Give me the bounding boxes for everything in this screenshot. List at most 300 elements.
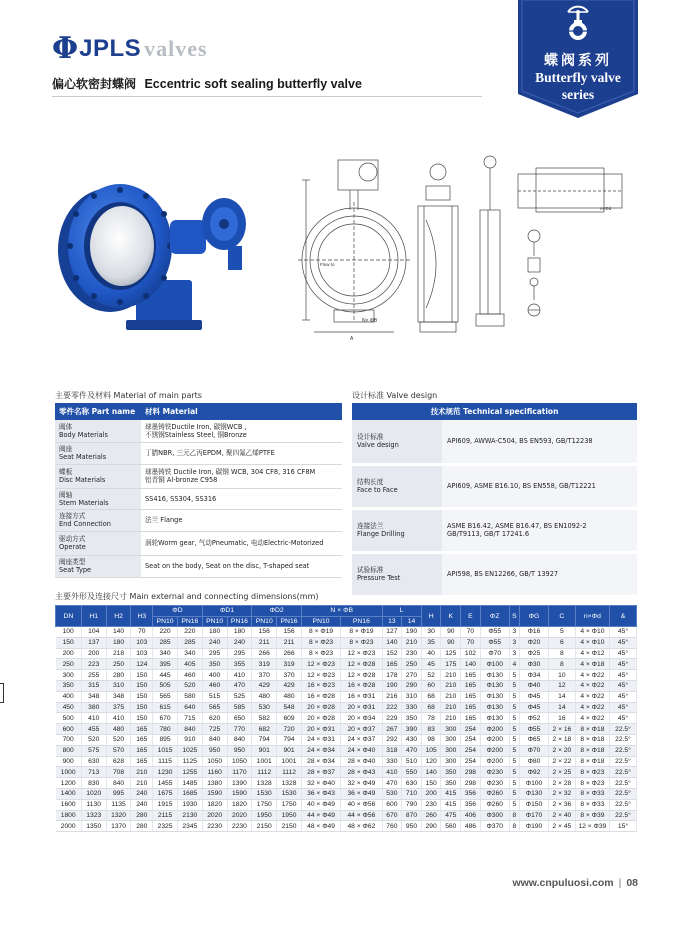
dims-cell: 240	[131, 799, 153, 810]
dims-cell: 370	[277, 670, 302, 681]
badge-title-en-2: series	[561, 87, 595, 102]
brand-logo	[52, 31, 208, 66]
dims-cell: 8 × Φ23	[575, 778, 609, 789]
dims-cell: 1820	[227, 799, 252, 810]
design-value-cell	[442, 508, 637, 552]
dims-cell: 1125	[177, 756, 202, 767]
design-key-zh: 结构长度	[357, 477, 384, 486]
dims-cell: 713	[81, 767, 106, 778]
dims-subheader-8: 13	[382, 616, 402, 627]
dims-cell: 2 × 32	[548, 788, 575, 799]
dims-cell: Φ190	[520, 821, 549, 832]
dims-cell: 1050	[202, 756, 227, 767]
dims-cell: Φ130	[480, 713, 509, 724]
dims-cell: 356	[461, 799, 481, 810]
dims-cell: 520	[177, 680, 202, 691]
dims-cell: 12 × Φ23	[301, 659, 340, 670]
dims-cell: Φ55	[480, 637, 509, 648]
dims-cell: 165	[131, 734, 153, 745]
dims-cell: 2 × 40	[548, 810, 575, 821]
dims-cell: 150	[131, 680, 153, 691]
dims-cell: 24 × Φ34	[301, 745, 340, 756]
dims-cell: 290	[421, 821, 441, 832]
material-row	[55, 509, 342, 531]
dims-cell: 211	[252, 637, 277, 648]
dims-cell: 150	[131, 691, 153, 702]
dims-row	[56, 745, 637, 756]
dims-cell: 318	[382, 745, 402, 756]
dims-cell: 210	[402, 637, 422, 648]
dims-cell: 45°	[609, 648, 636, 659]
dims-cell: 480	[106, 724, 131, 735]
dims-cell: 580	[177, 691, 202, 702]
dims-cell: 1530	[277, 788, 302, 799]
dims-cell: 560	[441, 821, 461, 832]
dims-heading: 主要外形及连接尺寸 Main external and connecting dimensions(mm)	[55, 592, 319, 601]
dims-cell: 2115	[153, 810, 178, 821]
dims-cell: 140	[461, 659, 481, 670]
dims-header-13: S	[509, 606, 519, 627]
dims-cell: 565	[153, 691, 178, 702]
dims-row	[56, 637, 637, 648]
material-value-cell	[141, 509, 342, 531]
dims-cell: 103	[131, 637, 153, 648]
dims-cell: 240	[202, 637, 227, 648]
dims-cell: 210	[131, 778, 153, 789]
dims-cell: 780	[153, 724, 178, 735]
dims-cell: 319	[252, 659, 277, 670]
dims-cell: 230	[421, 799, 441, 810]
dims-cell: 165	[131, 745, 153, 756]
dims-cell: 445	[153, 670, 178, 681]
dims-row	[56, 778, 637, 789]
dims-cell: 295	[227, 648, 252, 659]
design-value-1: API609, AWWA-C504, BS EN593, GB/T12238	[447, 437, 593, 446]
dims-cell: 2020	[227, 810, 252, 821]
part-name-en: Disc Materials	[59, 476, 106, 484]
dims-cell: 310	[106, 680, 131, 691]
dims-cell: 2 × 22	[548, 756, 575, 767]
dims-cell: 620	[202, 713, 227, 724]
material-part-cell	[55, 420, 141, 442]
design-table	[352, 403, 637, 598]
dims-cell: 68	[421, 702, 441, 713]
dims-cell: 1350	[81, 821, 106, 832]
dims-cell: 1820	[202, 799, 227, 810]
dims-header-11: E	[461, 606, 481, 627]
page-edge-mark	[0, 683, 4, 703]
design-row	[352, 464, 637, 508]
dims-cell: 1590	[227, 788, 252, 799]
dims-header-10: K	[441, 606, 461, 627]
dims-cell: 78	[421, 713, 441, 724]
material-line-2: 不锈钢Stainless Steel, 铜Bronze	[145, 430, 247, 439]
dims-cell: 150	[56, 637, 82, 648]
material-row	[55, 488, 342, 509]
dims-cell: Φ130	[480, 691, 509, 702]
dims-cell: 4 × Φ22	[575, 670, 609, 681]
dims-cell: 210	[441, 691, 461, 702]
material-part-cell	[55, 442, 141, 464]
design-value-1: API598, BS EN12266, GB/T 13927	[447, 569, 559, 578]
material-value-cell	[141, 531, 342, 555]
material-value-cell	[141, 464, 342, 488]
dims-cell: 6	[548, 637, 575, 648]
dims-cell: 156	[277, 627, 302, 638]
dims-cell: 1915	[153, 799, 178, 810]
dims-cell: 14	[548, 691, 575, 702]
dims-cell: Φ100	[520, 778, 549, 789]
dims-cell: 1750	[277, 799, 302, 810]
dims-cell: Φ200	[480, 734, 509, 745]
dims-cell: 901	[277, 745, 302, 756]
page-footer	[512, 877, 638, 889]
dims-cell: 515	[202, 691, 227, 702]
dims-row	[56, 627, 637, 638]
dims-cell: 10	[548, 670, 575, 681]
dims-cell: 525	[227, 691, 252, 702]
dims-cell: 2230	[227, 821, 252, 832]
col-part-name: 零件名称 Part name	[55, 403, 141, 420]
design-value-1: ASME B16.42, ASME B16.47, BS EN1092-2	[447, 521, 587, 530]
dims-cell: 1135	[106, 799, 131, 810]
dims-cell: 350	[402, 713, 422, 724]
dims-cell: 103	[131, 648, 153, 659]
dims-cell: 1323	[81, 810, 106, 821]
dims-cell: 840	[177, 724, 202, 735]
dims-cell: 2 × 20	[548, 745, 575, 756]
dims-cell: 1130	[81, 799, 106, 810]
dims-cell: 12 × Φ23	[341, 648, 382, 659]
dims-cell: 24 × Φ31	[301, 734, 340, 745]
design-value-1: API609, ASME B16.10, BS EN558, GB/T12221	[447, 481, 596, 490]
dims-cell: 1400	[56, 788, 82, 799]
dims-cell: 4 × Φ22	[575, 713, 609, 724]
design-key-zh: 设计标准	[357, 433, 384, 442]
dims-cell: 1015	[153, 745, 178, 756]
dims-cell: 429	[277, 680, 302, 691]
dims-cell: 8 × Φ23	[301, 648, 340, 659]
design-key-cell	[352, 464, 442, 508]
dims-cell: 4 × Φ10	[575, 637, 609, 648]
material-part-cell	[55, 531, 141, 555]
dims-cell: 725	[202, 724, 227, 735]
dims-cell: 4 × Φ18	[575, 659, 609, 670]
dims-cell: 45°	[609, 702, 636, 713]
dims-cell: 45°	[609, 670, 636, 681]
dims-cell: 22.5°	[609, 767, 636, 778]
dims-cell: 16 × Φ28	[301, 691, 340, 702]
dims-cell: 165	[461, 691, 481, 702]
dims-cell: 22.5°	[609, 734, 636, 745]
design-key-en: Valve design	[357, 441, 399, 450]
dims-cell: 200	[421, 788, 441, 799]
material-part-cell	[55, 509, 141, 531]
dims-header-3: H3	[131, 606, 153, 627]
dims-cell: 5	[548, 627, 575, 638]
dims-cell: 5	[509, 713, 519, 724]
dims-cell: 156	[252, 627, 277, 638]
dims-cell: 12 × Φ23	[301, 670, 340, 681]
title-en: Eccentric soft sealing butterfly valve	[144, 77, 362, 91]
dims-row	[56, 659, 637, 670]
dims-cell: 910	[177, 734, 202, 745]
design-key-cell	[352, 552, 442, 596]
dims-cell: 1230	[153, 767, 178, 778]
dims-cell: Φ150	[520, 799, 549, 810]
dims-cell: Φ25	[520, 648, 549, 659]
logo-suffix: valves	[144, 36, 208, 61]
dims-cell: 400	[202, 670, 227, 681]
dims-cell: 1950	[277, 810, 302, 821]
dims-cell: 1380	[202, 778, 227, 789]
design-heading: 设计标准 Valve design	[352, 391, 438, 400]
dims-cell: 104	[81, 627, 106, 638]
part-name-en: Seat Type	[59, 566, 92, 575]
material-line-1: 涡轮Worm gear, 气动Pneumatic, 电动Electric-Motorized	[145, 539, 324, 548]
material-line-1: 球墨铸铁 Ductile Iron, 碳钢 WCB, 304 CF8, 316 CF8M	[145, 467, 316, 476]
dims-cell: 267	[382, 724, 402, 735]
dims-cell: 12	[548, 680, 575, 691]
design-key-cell	[352, 508, 442, 552]
dims-cell: 300	[441, 745, 461, 756]
dims-cell: 609	[277, 713, 302, 724]
dims-cell: 285	[177, 637, 202, 648]
footer-separator: |	[618, 877, 622, 889]
dims-cell: 190	[382, 680, 402, 691]
dims-cell: 220	[153, 627, 178, 638]
dims-cell: 600	[56, 724, 82, 735]
dims-cell: 200	[56, 648, 82, 659]
part-name-zh: 阀座类型	[59, 558, 86, 567]
dims-cell: 670	[153, 713, 178, 724]
dims-row	[56, 799, 637, 810]
dims-cell: 355	[227, 659, 252, 670]
dims-cell: 60	[421, 680, 441, 691]
dims-cell: 794	[252, 734, 277, 745]
dims-cell: 35	[421, 637, 441, 648]
design-value-cell	[442, 552, 637, 596]
dims-cell: 1800	[56, 810, 82, 821]
dims-cell: 356	[461, 788, 481, 799]
dims-cell: 570	[106, 745, 131, 756]
dims-cell: 250	[56, 659, 82, 670]
design-row	[352, 508, 637, 552]
dims-cell: 3	[509, 627, 519, 638]
dims-cell: 210	[441, 680, 461, 691]
logo-brand: JPLS	[79, 35, 142, 62]
dims-cell: 8 × Φ23	[301, 637, 340, 648]
dims-cell: 24 × Φ37	[341, 734, 382, 745]
dims-cell: 180	[106, 637, 131, 648]
dims-cell: 125	[441, 648, 461, 659]
materials-table	[55, 403, 342, 578]
dims-cell: 400	[56, 691, 82, 702]
dims-cell: 255	[81, 670, 106, 681]
dims-cell: 5	[509, 767, 519, 778]
dims-cell: 682	[252, 724, 277, 735]
dims-cell: 2000	[56, 821, 82, 832]
dims-cell: 266	[277, 648, 302, 659]
dims-cell: Φ80	[520, 756, 549, 767]
dims-cell: 901	[252, 745, 277, 756]
material-line-2: 铝青铜 Al-bronze C958	[145, 476, 218, 484]
dims-cell: 630	[81, 756, 106, 767]
dims-cell: 410	[382, 767, 402, 778]
dims-cell: 150	[131, 670, 153, 681]
dims-cell: 230	[402, 648, 422, 659]
dims-cell: 300	[441, 734, 461, 745]
dims-cell: 250	[402, 659, 422, 670]
dims-cell: 5	[509, 756, 519, 767]
dims-cell: 1320	[106, 810, 131, 821]
dims-cell: 290	[402, 680, 422, 691]
dimensions-table	[55, 605, 637, 832]
dims-row	[56, 788, 637, 799]
dims-cell: Φ130	[480, 670, 509, 681]
dims-cell: 8	[509, 821, 519, 832]
material-line-1: Seat on the body, Seat on the disc, T-shaped seat	[145, 562, 310, 571]
dims-cell: 5	[509, 702, 519, 713]
dims-cell: 266	[252, 648, 277, 659]
dims-cell: 1930	[177, 799, 202, 810]
dims-cell: 582	[252, 713, 277, 724]
dims-cell: 218	[106, 648, 131, 659]
dims-cell: 120	[421, 756, 441, 767]
dims-cell: 32 × Φ49	[341, 778, 382, 789]
part-name-en: Seat Materials	[59, 453, 107, 461]
dims-cell: 486	[461, 821, 481, 832]
dims-header-1: H1	[81, 606, 106, 627]
dims-cell: 270	[402, 670, 422, 681]
part-name-zh: 阀轴	[59, 490, 73, 499]
dims-cell: 22.5°	[609, 745, 636, 756]
dims-cell: 150	[421, 778, 441, 789]
dims-cell: 2150	[277, 821, 302, 832]
product-figures	[48, 150, 648, 350]
dims-cell: Φ52	[520, 713, 549, 724]
material-row	[55, 531, 342, 555]
dims-cell: Φ260	[480, 788, 509, 799]
dims-row	[56, 670, 637, 681]
dims-cell: 127	[382, 627, 402, 638]
dims-cell: 150	[131, 702, 153, 713]
dims-cell: 150	[131, 713, 153, 724]
dims-cell: 430	[402, 734, 422, 745]
dims-header-8: L	[382, 606, 421, 617]
dims-cell: 1001	[252, 756, 277, 767]
dims-cell: 8	[509, 810, 519, 821]
operator-drawing	[476, 156, 504, 326]
dims-cell: 100	[56, 627, 82, 638]
dims-cell: 405	[177, 659, 202, 670]
dims-cell: 640	[177, 702, 202, 713]
dims-header-9: H	[421, 606, 441, 627]
dims-cell: 1390	[227, 778, 252, 789]
dims-cell: 20 × Φ28	[301, 713, 340, 724]
dims-cell: 15°	[609, 821, 636, 832]
dims-cell: 300	[441, 724, 461, 735]
dims-subheader-5: PN16	[277, 616, 302, 627]
dims-cell: 216	[382, 691, 402, 702]
material-value-cell	[141, 442, 342, 464]
dims-cell: 68	[421, 691, 441, 702]
dims-cell: 1675	[153, 788, 178, 799]
dims-row	[56, 821, 637, 832]
material-line-1: 球墨铸铁Ductile Iron, 碳钢WCB ,	[145, 422, 247, 431]
dims-cell: 1200	[56, 778, 82, 789]
part-name-zh: 蝶板	[59, 467, 73, 476]
dims-cell: 28 × Φ37	[301, 767, 340, 778]
dims-cell: 840	[227, 734, 252, 745]
dims-header-15: C	[548, 606, 575, 627]
dims-cell: 210	[441, 713, 461, 724]
dims-cell: 2 × 36	[548, 799, 575, 810]
dims-cell: Φ40	[520, 680, 549, 691]
dims-cell: 254	[461, 734, 481, 745]
col-material: 材料 Material	[141, 403, 342, 420]
dims-cell: 137	[81, 637, 106, 648]
dims-cell: 90	[441, 627, 461, 638]
col-technical-spec: 技术规范 Technical specification	[352, 403, 637, 420]
dims-cell: 470	[227, 680, 252, 691]
part-name-en: Stem Materials	[59, 498, 109, 507]
dims-cell: 350	[441, 767, 461, 778]
dims-cell: 710	[402, 788, 422, 799]
dims-cell: 520	[81, 734, 106, 745]
dims-cell: 5	[509, 670, 519, 681]
dims-cell: Φ300	[480, 810, 509, 821]
material-line-1: SS416, SS304, SS316	[145, 494, 217, 503]
dims-cell: 2 × 18	[548, 734, 575, 745]
dims-cell: 48 × Φ62	[341, 821, 382, 832]
design-key-en: Pressure Test	[357, 574, 401, 582]
dims-cell: 995	[106, 788, 131, 799]
dims-cell: 45°	[609, 627, 636, 638]
dims-cell: 830	[81, 778, 106, 789]
dims-cell: 223	[81, 659, 106, 670]
material-line-1: 丁腈NBR, 三元乙丙EPDM, 聚四氟乙烯PTFE	[145, 448, 275, 457]
dims-cell: 410	[81, 713, 106, 724]
dims-cell: 500	[56, 713, 82, 724]
dims-cell: 2 × 28	[548, 778, 575, 789]
dims-subheader-7: PN16	[341, 616, 382, 627]
dims-cell: 14	[548, 702, 575, 713]
nxd-label: n×Φd	[600, 206, 612, 211]
dims-cell: 165	[131, 724, 153, 735]
dims-cell: 585	[227, 702, 252, 713]
dims-cell: 1530	[252, 788, 277, 799]
dims-subheader-3: PN16	[227, 616, 252, 627]
dims-cell: 1025	[177, 745, 202, 756]
dims-cell: 140	[382, 637, 402, 648]
dims-subheader-1: PN16	[177, 616, 202, 627]
dims-cell: 8 × Φ23	[341, 637, 382, 648]
material-value-cell	[141, 555, 342, 577]
dims-cell: Φ34	[520, 670, 549, 681]
dims-cell: 210	[441, 702, 461, 713]
dims-cell: 140	[106, 627, 131, 638]
dims-cell: 2230	[202, 821, 227, 832]
design-value-cell	[442, 420, 637, 464]
part-name-en: Operate	[59, 543, 86, 552]
front-elevation-drawing	[298, 160, 410, 332]
dims-cell: 950	[202, 745, 227, 756]
dims-cell: 8 × Φ33	[575, 788, 609, 799]
dims-cell: 292	[382, 734, 402, 745]
dims-cell: 16 × Φ28	[341, 680, 382, 691]
dims-cell: 165	[131, 756, 153, 767]
